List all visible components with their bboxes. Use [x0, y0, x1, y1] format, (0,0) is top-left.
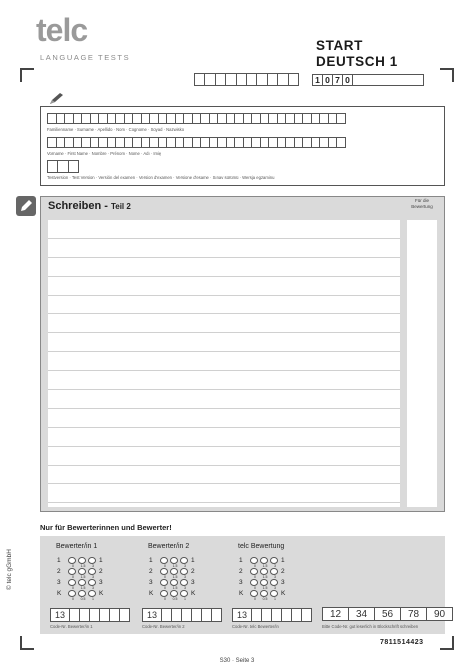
barcode-number: 7811514423: [380, 639, 424, 646]
section-part: Teil 2: [110, 202, 131, 211]
test-code-digit: 1: [312, 74, 323, 86]
exam-title-line1: START: [316, 38, 363, 53]
rater-1-row-3[interactable]: 3 0 1.5 3 3: [57, 579, 103, 590]
rater-telc-code-field[interactable]: 13: [232, 608, 311, 622]
rater-heading: Nur für Bewerterinnen und Bewerter!: [40, 523, 172, 532]
rater-2-code-field[interactable]: 13: [142, 608, 221, 622]
corner-mark-top-left: [20, 68, 34, 82]
test-code-extension[interactable]: [352, 74, 424, 86]
test-code-digit: 0: [342, 74, 353, 86]
rater-2-code-caption: Code-Nr. Bewerter/in 2: [142, 624, 185, 629]
writing-area[interactable]: [48, 220, 400, 507]
test-version-caption: Testversion · Test Version · Versión del examen · Version d'examen · Versione d'esame · Sınav sürümü · Wersja egzaminu: [47, 175, 275, 180]
rater-telc-row-1[interactable]: 1 0 1.5 3 1: [239, 557, 285, 568]
rater-1-row-1[interactable]: 1 0 1.5 3 1: [57, 557, 103, 568]
corner-mark-bottom-right: [440, 636, 454, 650]
block-digits-sample: 12 34 56 78 90: [322, 607, 452, 621]
first-name-caption: Vorname · First Name · Nombre · Prénom · Nome · Adı · Imię: [47, 151, 162, 156]
first-name-field[interactable]: [47, 137, 345, 148]
exam-title-line2: DEUTSCH 1: [316, 54, 398, 69]
rater-2-row-k[interactable]: K 0 0.5 1 K: [149, 590, 196, 601]
family-name-caption: Familienname · Surname · Apellido · Nom · Cognome · Soyad · Nazwisko: [47, 127, 185, 132]
rater-1-row-k[interactable]: K 0 0.5 1 K: [57, 590, 104, 601]
rater-telc-code-caption: Code-Nr. telc Bewerter/in: [232, 624, 279, 629]
rater-2-row-1[interactable]: 1 0 1.5 3 1: [149, 557, 195, 568]
rater-2-title: Bewerter/in 2: [148, 543, 190, 550]
section-title-text: Schreiben -: [48, 200, 108, 212]
evaluation-column[interactable]: [407, 220, 437, 507]
copyright: © telc gGmbH: [6, 549, 13, 590]
test-code-digit: 7: [332, 74, 343, 86]
test-code-field: [312, 74, 423, 86]
page-footer: S30 · Seite 3: [219, 658, 255, 664]
rater-1-row-2[interactable]: 2 0 1.5 3 2: [57, 568, 103, 579]
eval-label: Für die Bewertung: [411, 198, 433, 209]
rater-2-row-3[interactable]: 3 0 1.5 3 3: [149, 579, 195, 590]
corner-mark-top-right: [440, 68, 454, 82]
family-name-field[interactable]: [47, 113, 345, 124]
logo-tagline: LANGUAGE TESTS: [40, 53, 131, 62]
corner-mark-bottom-left: [20, 636, 34, 650]
telc-logo: telc: [36, 12, 88, 48]
rater-telc-row-3[interactable]: 3 0 1.5 3 3: [239, 579, 285, 590]
rater-telc-row-k[interactable]: K 0 0.5 1 K: [239, 590, 286, 601]
block-digits-caption: Bitte Code-Nr. gut leserlich in Blockschrift schreiben: [322, 624, 419, 629]
rater-telc-title: telc Bewertung: [238, 543, 285, 550]
rater-1-code-caption: Code-Nr. Bewerter/in 1: [50, 624, 93, 629]
rater-1-code-field[interactable]: 13: [50, 608, 129, 622]
rater-1-title: Bewerter/in 1: [56, 543, 98, 550]
section-title: [48, 200, 131, 212]
test-version-field[interactable]: [47, 160, 78, 173]
test-code-digit: 0: [322, 74, 333, 86]
rater-2-row-2[interactable]: 2 0 1.5 3 2: [149, 568, 195, 579]
candidate-number-field[interactable]: [194, 73, 298, 86]
pencil-icon: [16, 196, 36, 216]
rater-telc-row-2[interactable]: 2 0 1.5 3 2: [239, 568, 285, 579]
